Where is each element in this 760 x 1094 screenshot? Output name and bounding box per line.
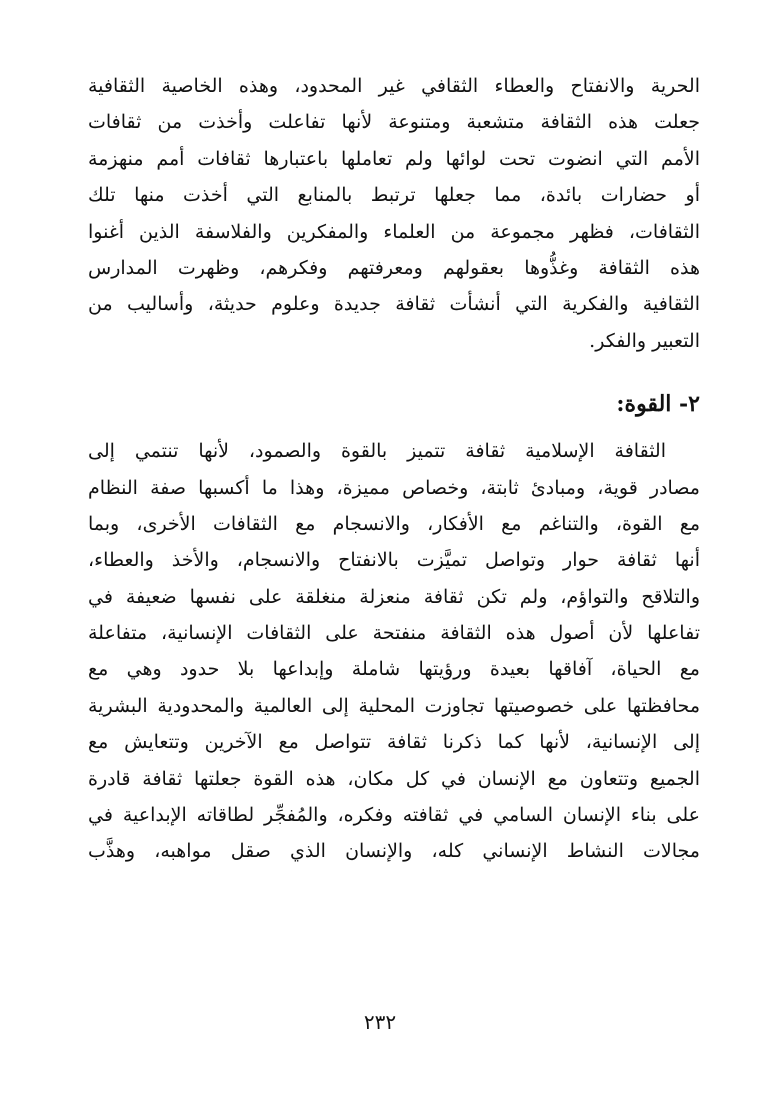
text-line: مع القوة، والتناغم مع الأفكار، والانسجام مع الثقافات الأخرى، وبما xyxy=(88,512,700,535)
text-line: مجالات النشاط الإنساني كله، والإنسان الذي صقل مواهبه، وهذَّب xyxy=(88,840,700,863)
page-number: ٢٣٢ xyxy=(363,1010,397,1034)
text-line: جعلت هذه الثقافة متشعبة ومتنوعة لأنها تفاعلت وأخذت من ثقافات xyxy=(88,111,700,134)
text-line: تفاعلها لأن أصول هذه الثقافة منفتحة على الثقافات الإنسانية، متفاعلة xyxy=(88,622,700,645)
text-line: مع الحياة، آفاقها بعيدة ورؤيتها شاملة وإبداعها بلا حدود وهي مع xyxy=(88,658,700,681)
text-line: الحرية والانفتاح والعطاء الثقافي غير المحدود، وهذه الخاصية الثقافية xyxy=(88,75,700,97)
page-body xyxy=(88,68,700,870)
text-line: إلى الإنسانية، لأنها كما ذكرنا ثقافة تتواصل مع الآخرين وتتعايش مع xyxy=(88,731,700,754)
text-line: والتلاقح والتواؤم، ولم تكن ثقافة منعزلة منغلقة على نفسها ضعيفة في xyxy=(88,585,700,608)
text-line: التعبير والفكر. xyxy=(589,329,700,352)
text-line: الثقافات، فظهر مجموعة من العلماء والمفكرين والفلاسفة الذين أغنوا xyxy=(88,220,700,243)
text-line: محافظتها على خصوصيتها تجاوزت المحلية إلى العالمية والمحدودية البشرية xyxy=(88,694,700,717)
text-line: أنها ثقافة حوار وتواصل تميَّزت بالانفتاح والانسجام، والأخذ والعطاء، xyxy=(88,549,700,572)
paragraph-1 xyxy=(88,68,700,359)
text-line: الجميع وتتعاون مع الإنسان في كل مكان، هذه القوة جعلتها ثقافة قادرة xyxy=(88,767,700,790)
text-line: هذه الثقافة وغذُّوها بعقولهم ومعرفتهم وفكرهم، وظهرت المدارس xyxy=(88,256,700,279)
section-heading: ٢- القوة: xyxy=(616,391,700,418)
text-line: على بناء الإنسان السامي في ثقافته وفكره، والمُفجِّر لطاقاته الإبداعية في xyxy=(88,804,700,827)
text-line: أو حضارات بائدة، مما جعلها ترتبط بالمنابع التي أخذت منها تلك xyxy=(88,184,700,207)
text-line: الثقافية والفكرية التي أنشأت ثقافة جديدة وعلوم حديثة، وأساليب من xyxy=(88,293,700,316)
text-line: مصادر قوية، ومبادئ ثابتة، وخصاص مميزة، وهذا ما أكسبها صفة النظام xyxy=(88,476,700,499)
text-line: الثقافة الإسلامية ثقافة تتميز بالقوة والصمود، لأنها تنتمي إلى xyxy=(88,440,666,463)
text-line: الأمم التي انضوت تحت لوائها ولم تعاملها باعتبارها ثقافات أمم منهزمة xyxy=(88,147,700,170)
paragraph-2 xyxy=(88,433,700,870)
